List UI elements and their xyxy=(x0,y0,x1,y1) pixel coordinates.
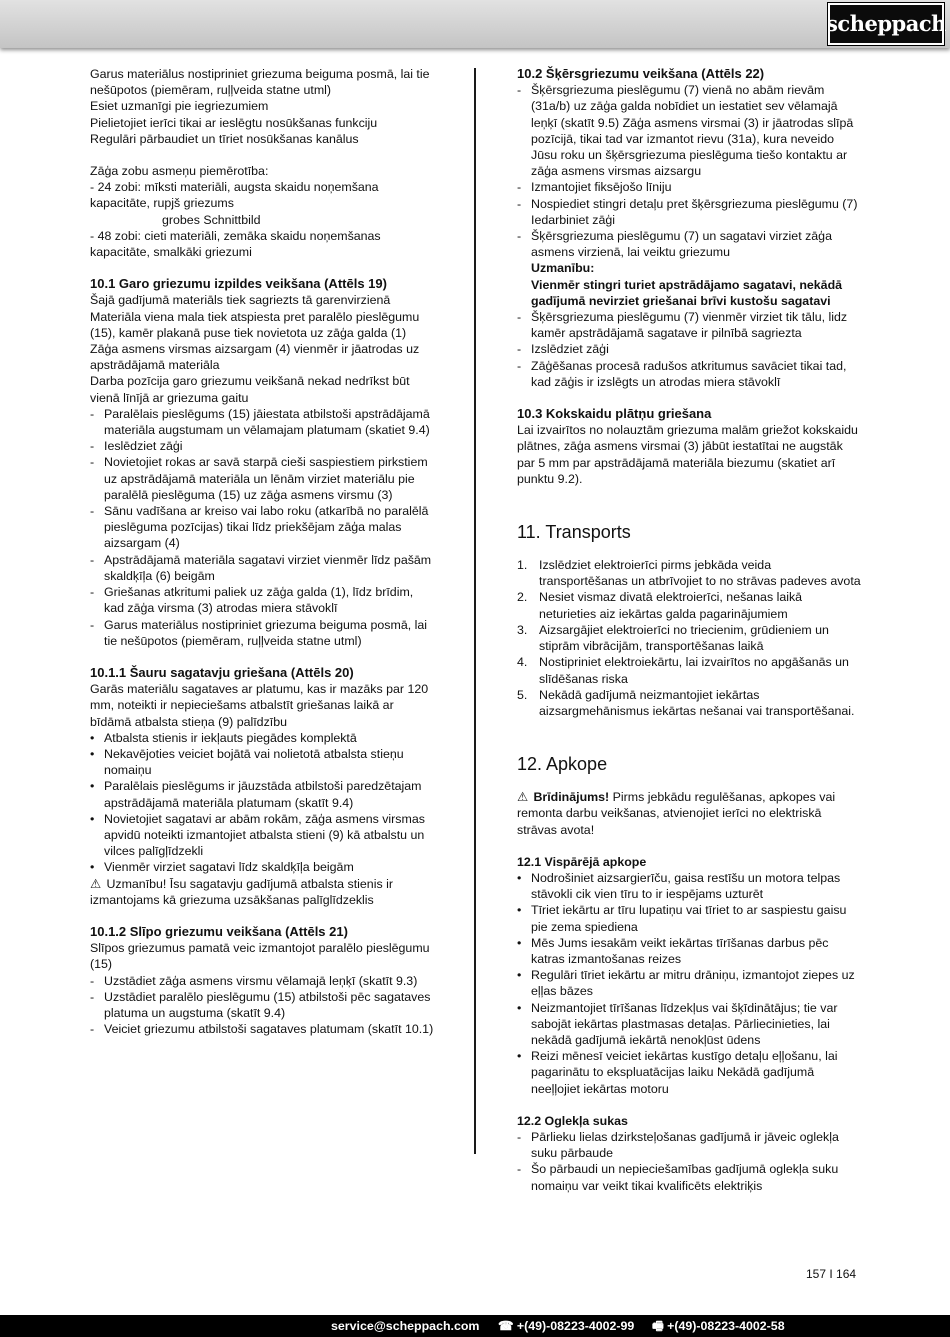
list-item: • Reizi mēnesī veiciet iekārtas kustīgo detaļu eļļošanu, lai pagarinātu to ekspluatācijas laiku Nekādā gadījumā neeļļojiet iekārtas motoru xyxy=(517,1049,838,1096)
footer-bar xyxy=(0,1315,950,1337)
teeth-heading: Zāģa zobu asmeņu piemērotība: xyxy=(90,164,269,179)
list-item: • Nodrošiniet aizsargierīču, gaisa restīšu un motora telpas stāvokli cik vien tīru to ir iespējams uzturēt xyxy=(517,870,841,902)
list-item: - Zāģēšanas procesā radušos atkritumus savāciet tikai tad, kad zāģis ir izslēgts un atrodas miera stāvoklī xyxy=(517,358,847,389)
list-item: • Novietojiet sagatavi ar abām rokām, zāģa asmens virsmas apvidū noteikti izmantojiet atbalsta stieni (9) kā atbalstu un vilces palīgļīdzekli xyxy=(90,811,425,859)
list-item: - Pārlieku lielas dzirksteļošanas gadījumā ir jāveic oglekļa suku pārbaude xyxy=(517,1129,839,1161)
teeth-line: grobes Schnittbild xyxy=(162,212,261,227)
list-item: 4. Nostipriniet elektroiekārtu, lai izvairītos no apgāšanās un slīdēšanas riska xyxy=(517,655,849,686)
list-item: - Izmantojiet fiksējošo līniju xyxy=(517,180,672,195)
warning-note: ⚠ Uzmanību! Īsu sagatavju gadījumā atbalsta stienis ir izmantojams kā griezuma uzsākšanas palīglīdzeklis xyxy=(90,876,393,907)
list-item: • Paralēlais pieslēgums ir jāuzstāda atbilstoši paredzētajam apstrādājamā materiāla platumam (skatīt 9.4) xyxy=(90,779,422,810)
section-12-title: 12. Apkope xyxy=(517,754,608,775)
intro-line: Garus materiālus nostipriniet griezuma beiguma posmā, lai tie nešūpotos (piemēram, ruļļveida statne utml) xyxy=(90,67,430,98)
list-item: - Paralēlais pieslēgums (15) jāiestata atbilstoši apstrādājamā materiāla augstumam un vēlamajam platumam (skatiet 9.4) xyxy=(90,406,430,438)
list-item: - Šķērsgriezuma pieslēgumu (7) un sagatavi virziet zāģa asmens virzienā, lai veiktu griezumu xyxy=(517,229,832,260)
caution-text: Vienmēr stingri turiet apstrādājamo sagatavi, nekādā gadījumā nevirziet griešanai brīvi kustošu sagatavi xyxy=(531,277,843,308)
paragraph: Lai izvairītos no nolauztām griezuma malām griežot kokskaidu plātnes, zāģa asmens virsmai (3) jābūt iestatītai ne augstāk par 5 mm par apstrādājamā materiāla biezumu (skatiet arī punktu 9.2). xyxy=(517,423,858,486)
list-item: • Mēs Jums iesakām veikt iekārtas tīrīšanas darbus pēc katras izmantošanas reizes xyxy=(517,935,829,966)
section-11-title: 11. Transports xyxy=(517,522,631,543)
right-column xyxy=(517,66,862,1194)
warning-icon: ⚠ xyxy=(90,876,102,891)
list-item: 5. Nekādā gadījumā neizmantojiet iekārtas aizsargmehānismus iekārtas nešanai vai transportēšanai. xyxy=(517,687,855,718)
footer-email[interactable]: service@scheppach.com xyxy=(331,1319,480,1333)
list-item: - Novietojiet rokas ar savā starpā cieši saspiestiem pirkstiem uz apstrādājamā materiāla un lēnām virziet materiālu pie paralēlā pieslēguma (15) uz zāģa asmens virsmu (3) xyxy=(90,455,428,502)
warning-icon: ⚠ xyxy=(517,790,529,805)
list-item: • Regulāri tīriet iekārtu ar mitru drāniņu, izmantojot ziepes uz eļļas bāzes xyxy=(517,968,855,999)
list-item: - Garus materiālus nostipriniet griezuma beiguma posmā, lai tie nešūpotos (piemēram, ruļļveida statne utml) xyxy=(90,617,427,648)
section-10-1-1-title: 10.1.1 Šauru sagatavju griešana (Attēls 20) xyxy=(90,664,354,680)
paragraph: Slīpos griezumus pamatā veic izmantojot paralēlo pieslēgumu (15) xyxy=(90,941,430,972)
intro-line: Regulāri pārbaudiet un tīriet nosūkšanas kanālus xyxy=(90,131,359,146)
teeth-line: - 24 zobi: mīksti materiāli, augsta skaidu noņemšana kapacitāte, rupjš griezums xyxy=(90,180,379,211)
list-item: - Griešanas atkritumi paliek uz zāģa galda (1), līdz brīdim, kad zāģa virsma (3) atrodas miera stāvoklī xyxy=(90,585,414,616)
page-number: 157 I 164 xyxy=(806,1267,857,1281)
list-item: - Šķērsgriezuma pieslēgumu (7) vienmēr virziet tik tālu, lidz kamēr apstrādājamā sagatave ir pilnībā sagriezta xyxy=(517,310,848,341)
intro-line: Esiet uzmanīgi pie iegriezumiem xyxy=(90,99,269,114)
section-10-1-2-title: 10.1.2 Slīpo griezumu veikšana (Attēls 21) xyxy=(90,923,348,939)
list-item: - Sānu vadīšana ar kreiso vai labo roku (atkarībā no paralēlā pieslēguma pozīcijas) tikai līdz priekšējam zāģa malas aizsargam (4) xyxy=(90,504,429,551)
list-item: - Nospiediet stingri detaļu pret šķērsgriezuma pieslēgumu (7) Iedarbiniet zāģi xyxy=(517,196,858,227)
footer-phone[interactable]: ☎ +(49)-08223-4002-99 xyxy=(498,1319,635,1333)
list-item: • Vienmēr virziet sagatavi līdz skaldķīļa beigām xyxy=(90,860,354,875)
paragraph: Materiāla viena mala tiek atspiesta pret paralēlo pieslēgumu (15), kamēr plakanā puse tiek novietota uz zāģa galda (1) xyxy=(90,309,420,340)
scheppach-logo: scheppach xyxy=(828,3,944,45)
list-item: • Nekavējoties veiciet bojātā vai nolietotā atbalsta stieņu nomaiņu xyxy=(90,746,404,778)
list-item: 1. Izslēdziet elektroierīci pirms jebkāda veida transportēšanas un atbrīvojiet to no strāvas padeves avota xyxy=(517,558,861,589)
section-10-2-title: 10.2 Šķērsgriezumu veikšana (Attēls 22) xyxy=(517,66,765,81)
list-item: - Uzstādiet zāģa asmens virsmu vēlamajā leņķī (skatīt 9.3) xyxy=(90,973,418,988)
list-item: - Šķērsgriezuma pieslēgumu (7) vienā no abām rievām (31a/b) uz zāģa galda nobīdiet un iestatiet sev vēlamajā leņķī (skatīt 9.5) Zāģa asmens virsmai (3) ir jāatrodas slīpā pozīcijā, tikai tad var izmantot rievu (31a), kura neveido Jūsu roku un šķērsgriezuma pieslēguma tiešo kontaktu ar zāģa asmens virsmas aizsargu xyxy=(517,83,854,179)
footer-fax: 🖷 +(49)-08223-4002-58 xyxy=(652,1319,785,1333)
paragraph: Darba pozīcija garo griezumu veikšanā nekad nedrīkst būt vienā līnījā ar griezuma gaitu xyxy=(90,374,410,405)
list-item: 2. Nesiet vismaz divatā elektroierīci, nešanas laikā neturieties aiz iekārtas galda pagarinājumiem xyxy=(517,590,803,621)
list-item: • Tīriet iekārtu ar tīru lupatiņu vai tīriet to ar saspiestu gaisu pie zema spiediena xyxy=(517,903,847,934)
caution-label: Uzmanību: xyxy=(531,261,595,276)
list-item: - Šo pārbaudi un nepieciešamības gadījumā oglekļa suku nomaiņu var veikt tikai kvalificēts elektriķis xyxy=(517,1162,839,1193)
left-column xyxy=(90,66,435,1037)
header-bar xyxy=(0,0,950,48)
paragraph: Zāģa asmens virsmas aizsargam (4) vienmēr ir jāatrodas uz apstrādājamā materiāla xyxy=(90,342,420,373)
section-10-1-title: 10.1 Garo griezumu izpildes veikšana (Attēls 19) xyxy=(90,276,387,292)
teeth-line: - 48 zobi: cieti materiāli, zemāka skaidu noņemšanas kapacitāte, smalkāki griezumi xyxy=(90,228,381,260)
list-item: - Uzstādiet paralēlo pieslēgumu (15) atbilstoši pēc sagataves platuma un augstuma (skatīt 9.4) xyxy=(90,989,431,1020)
list-item: - Apstrādājamā materiāla sagatavi virziet vienmēr līdz pašām skaldķīļa (6) beigām xyxy=(90,552,432,583)
warning-note: ⚠ Brīdinājums! Pirms jebkādu regulēšanas, apkopes vai remonta darbu veikšanas, atvienojiet ierīci no elektriskā strāvas avota! xyxy=(517,790,836,837)
list-item: - Ieslēdziet zāģi xyxy=(90,439,183,454)
list-item: • Atbalsta stienis ir iekļauts piegādes komplektā xyxy=(90,730,357,745)
paragraph: Garās materiālu sagataves ar platumu, kas ir mazāks par 120 mm, noteikti ir nepieciešams atbalstīt griešanas laikā ar bīdāmā atbalsta stieņa (9) palīdzību xyxy=(90,682,429,729)
intro-line: Pielietojiet ierīci tikai ar ieslēgtu nosūkšanas funkciju xyxy=(90,115,378,130)
section-10-3-title: 10.3 Kokskaidu plātņu griešana xyxy=(517,406,712,422)
list-item: • Neizmantojiet tīrīšanas līdzekļus vai šķīdinātājus; tie var sabojāt iekārtas plastmasas detaļas. Pārliecinieties, lai nekādā gadījumā iekārtā nenokļūst ūdens xyxy=(517,1000,838,1047)
section-12-1-title: 12.1 Vispārējā apkope xyxy=(517,854,647,869)
list-item: - Izslēdziet zāģi xyxy=(517,342,609,357)
column-divider xyxy=(474,68,476,1154)
list-item: 3. Aizsargājiet elektroierīci no triecienim, grūdieniem un stiprām vibrācijām, transportēšanas laikā xyxy=(517,622,829,654)
section-12-2-title: 12.2 Oglekļa sukas xyxy=(517,1113,628,1128)
list-item: - Veiciet griezumu atbilstoši sagataves platumam (skatīt 10.1) xyxy=(90,1022,434,1037)
paragraph: Šajā gadījumā materiāls tiek sagriezts tā garenvirzienā xyxy=(90,293,391,308)
